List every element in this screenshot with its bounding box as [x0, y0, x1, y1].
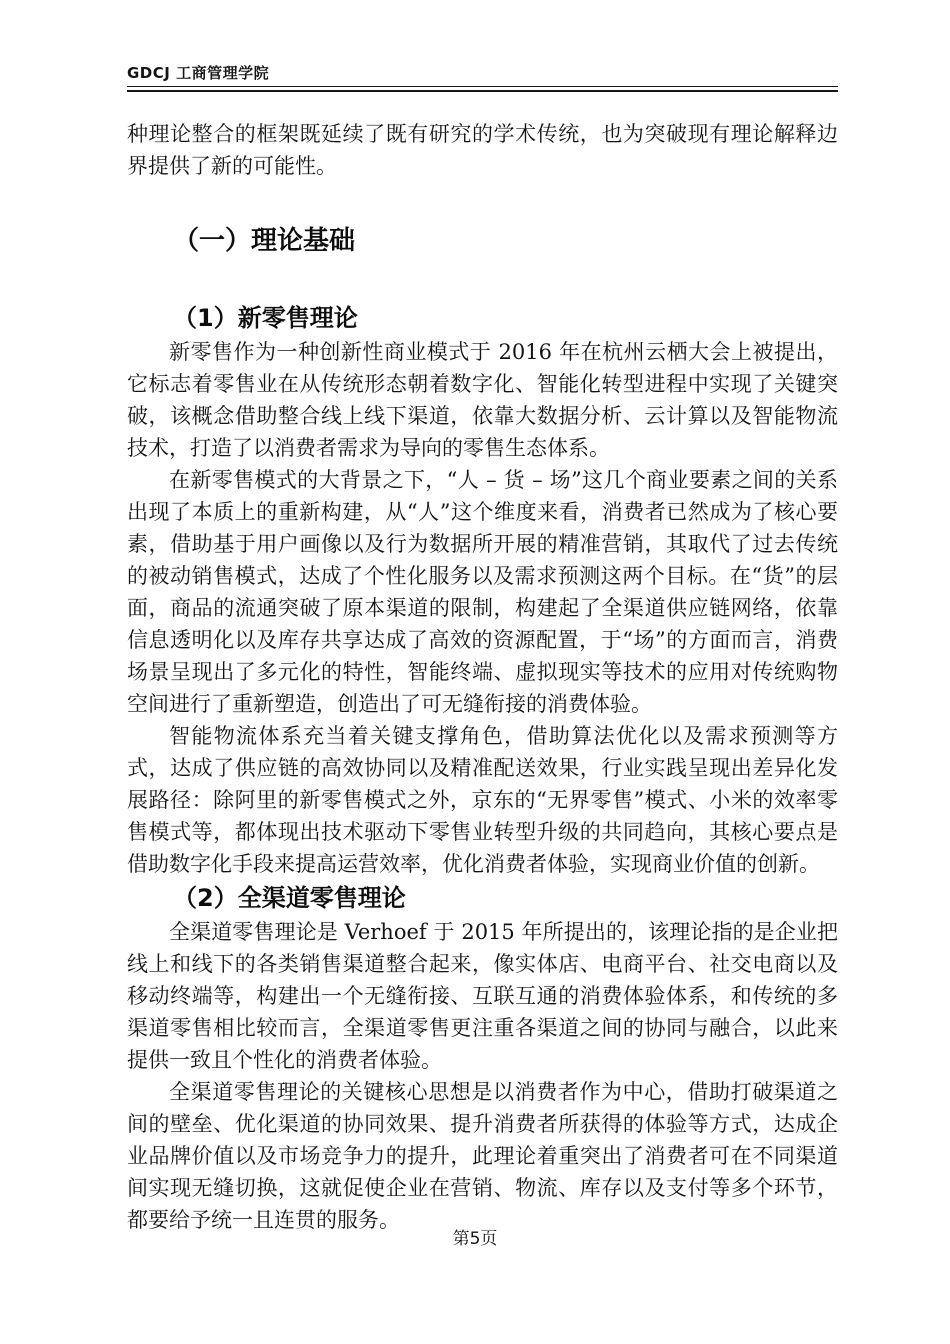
page-number: 第5页 — [452, 1229, 498, 1249]
paragraph-new-retail-3: 智能物流体系充当着关键支撑角色，借助算法优化以及需求预测等方式，达成了供应链的高效协同以及精准配送效果，行业实践呈现出差异化发展路径：除阿里的新零售模式之外，京东的“无界零售”模式、小米的效率零售模式等，都体现出技术驱动下零售业转型升级的共同趋向，其核心要点是借助数字化手段来提高运营效率，优化消费者体验，实现商业价值的创新。 — [127, 724, 838, 876]
paragraph-new-retail-2: 在新零售模式的大背景之下，“人 – 货 – 场”这几个商业要素之间的关系出现了本质上的重新构建，从“人”这个维度来看，消费者已然成为了核心要素，借助基于用户画像以及行为数据所开展的精准营销，其取代了过去传统的被动销售模式，达成了个性化服务以及需求预测这两个目标。在“货”的层面，商品的流通突破了原本渠道的限制，构建起了全渠道供应链网络，依靠信息透明化以及库存共享达成了高效的资源配置，于“场”的方面而言，消费场景呈现出了多元化的特性，智能终端、虚拟现实等技术的应用对传统购物空间进行了重新塑造，创造出了可无缝衔接的消费体验。 — [127, 468, 838, 716]
page-footer — [0, 1228, 950, 1250]
header-school-name: GDCJ 工商管理学院 — [127, 64, 270, 82]
page-header — [127, 0, 838, 92]
paragraph-omnichannel-2: 全渠道零售理论的关键核心思想是以消费者作为中心，借助打破渠道之间的壁垒、优化渠道的协同效果、提升消费者所获得的体验等方式，达成企业品牌价值以及市场竞争力的提升，此理论着重突出了消费者可在不同渠道间实现无缝切换，这就促使企业在营销、物流、库存以及支付等多个环节，都要给予统一且连贯的服务。 — [127, 1080, 838, 1232]
paragraph-omnichannel-1: 全渠道零售理论是 Verhoef 于 2015 年所提出的，该理论指的是企业把线上和线下的各类销售渠道整合起来，像实体店、电商平台、社交电商以及移动终端等，构建出一个无缝衔接、互联互通的消费体验体系，和传统的多渠道零售相比较而言，全渠道零售更注重各渠道之间的协同与融合，以此来提供一致且个性化的消费者体验。 — [127, 920, 838, 1072]
header-rule — [127, 86, 838, 92]
paragraph-new-retail-1: 新零售作为一种创新性商业模式于 2016 年在杭州云栖大会上被提出，它标志着零售业在从传统形态朝着数字化、智能化转型进程中实现了关键突破，该概念借助整合线上线下渠道，依靠大数据分析、云计算以及智能物流技术，打造了以消费者需求为导向的零售生态体系。 — [127, 340, 838, 460]
page-content — [127, 0, 838, 1236]
subsection-heading-new-retail: （1）新零售理论 — [173, 304, 358, 332]
intro-paragraph: 种理论整合的框架既延续了既有研究的学术传统，也为突破现有理论解释边界提供了新的可能性。 — [127, 122, 838, 178]
subsection-heading-omnichannel: （2）全渠道零售理论 — [173, 884, 406, 912]
section-heading: （一）理论基础 — [173, 226, 356, 256]
